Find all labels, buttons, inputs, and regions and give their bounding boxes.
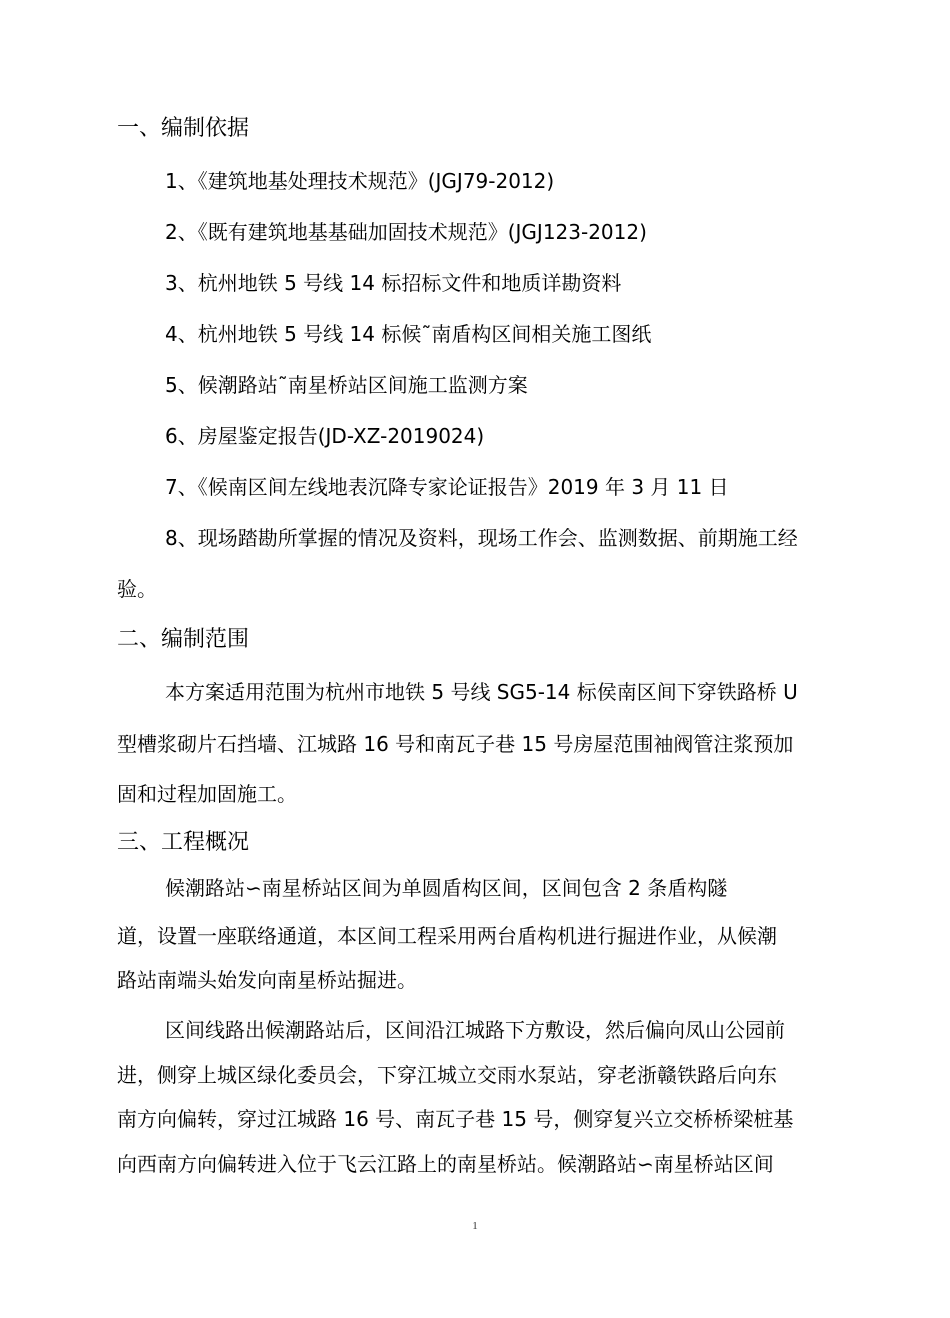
basis-item-6: 6、房屋鉴定报告(JD-XZ-2019024) [165, 424, 485, 448]
heading-scope: 二、编制范围 [117, 627, 250, 652]
overview-p1-line-2: 道，设置一座联络通道，本区间工程采用两台盾构机进行掘进作业，从候潮 [117, 924, 777, 948]
basis-item-5: 5、候潮路站˜南星桥站区间施工监测方案 [165, 373, 528, 397]
overview-p1-line-1: 候潮路站∽南星桥站区间为单圆盾构区间，区间包含 2 条盾构隧 [165, 876, 728, 900]
scope-line-3: 固和过程加固施工。 [117, 782, 297, 806]
basis-item-8-line2: 验。 [117, 577, 157, 601]
basis-item-2: 2、《既有建筑地基基础加固技术规范》(JGJ123-2012) [165, 220, 647, 244]
overview-p2-line-3: 南方向偏转，穿过江城路 16 号、南瓦子巷 15 号，侧穿复兴立交桥桥梁桩基 [117, 1107, 794, 1131]
basis-item-3: 3、杭州地铁 5 号线 14 标招标文件和地质详勘资料 [165, 271, 622, 295]
heading-overview: 三、工程概况 [117, 830, 250, 855]
scope-line-1: 本方案适用范围为杭州市地铁 5 号线 SG5-14 标侯南区间下穿铁路桥 U [165, 680, 798, 704]
scope-line-2: 型槽浆砌片石挡墙、江城路 16 号和南瓦子巷 15 号房屋范围袖阀管注浆预加 [117, 732, 794, 756]
overview-p2-line-1: 区间线路出候潮路站后，区间沿江城路下方敷设，然后偏向凤山公园前 [165, 1018, 785, 1042]
heading-basis: 一、编制依据 [117, 116, 250, 141]
page-number: 1 [472, 1220, 478, 1232]
basis-item-7: 7、《候南区间左线地表沉降专家论证报告》2019 年 3 月 11 日 [165, 475, 729, 499]
basis-item-4: 4、杭州地铁 5 号线 14 标候˜南盾构区间相关施工图纸 [165, 322, 652, 346]
basis-item-1: 1、《建筑地基处理技术规范》(JGJ79-2012) [165, 169, 555, 193]
overview-p2-line-4: 向西南方向偏转进入位于飞云江路上的南星桥站。候潮路站∽南星桥站区间 [117, 1152, 774, 1176]
basis-item-8-line1: 8、现场踏勘所掌握的情况及资料，现场工作会、监测数据、前期施工经 [165, 526, 798, 550]
overview-p1-line-3: 路站南端头始发向南星桥站掘进。 [117, 968, 417, 992]
overview-p2-line-2: 进，侧穿上城区绿化委员会，下穿江城立交雨水泵站，穿老浙赣铁路后向东 [117, 1063, 777, 1087]
